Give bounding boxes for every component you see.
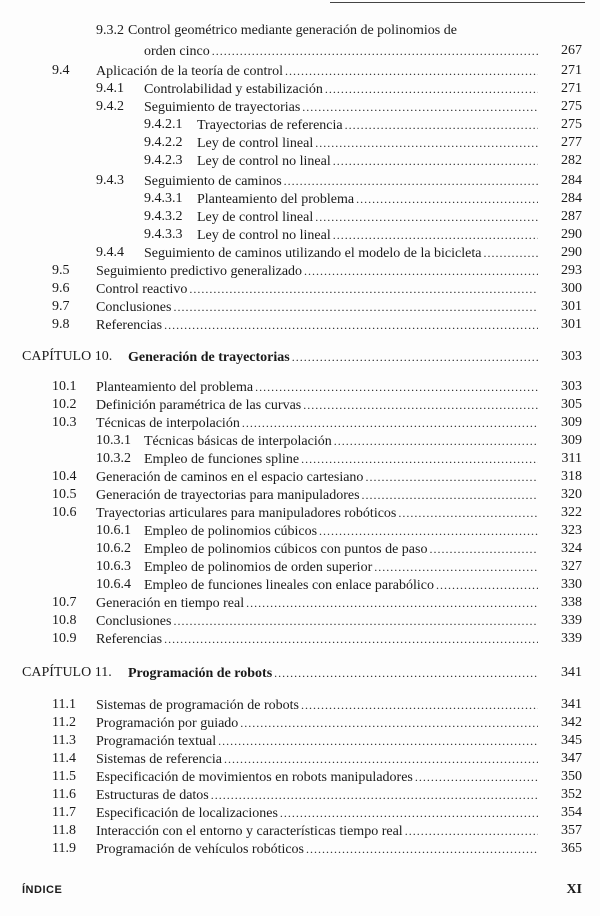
- page-number: 275: [561, 99, 582, 114]
- toc-entry: [0, 468, 600, 486]
- toc-entry: [0, 714, 600, 732]
- section-title: Generación en tiempo real: [96, 596, 245, 611]
- page-number: 301: [561, 299, 582, 314]
- leader-dots: [173, 298, 538, 316]
- section-number: 9.7: [52, 299, 70, 314]
- leader-dots: [365, 468, 538, 486]
- page-number: 303: [561, 349, 582, 364]
- section-title: Seguimiento de caminos utilizando el modelo de la bicicleta: [144, 246, 482, 261]
- toc-entry: [0, 696, 600, 714]
- page-number: 323: [561, 523, 582, 538]
- section-number: 11.8: [52, 823, 76, 838]
- toc-entry: [0, 486, 600, 504]
- leader-dots: [240, 714, 538, 732]
- page-number: 290: [561, 245, 582, 260]
- leader-dots: [345, 116, 538, 134]
- leader-dots: [315, 208, 538, 226]
- toc-entry: [0, 80, 600, 98]
- section-number: 9.8: [52, 317, 70, 332]
- section-title: Ley de control lineal: [197, 210, 314, 225]
- section-number: 10.9: [52, 631, 77, 646]
- page-number: 271: [561, 81, 582, 96]
- leader-dots: [302, 98, 538, 116]
- page-number: 284: [561, 191, 582, 206]
- toc-entry: [0, 768, 600, 786]
- section-title: Seguimiento de caminos: [144, 174, 282, 189]
- leader-dots: [334, 432, 538, 450]
- section-title: Programación textual: [96, 734, 217, 749]
- leader-dots: [212, 42, 538, 60]
- toc-entry: [0, 244, 600, 262]
- section-title: Generación de caminos en el espacio cartesiano: [96, 470, 364, 485]
- section-number: 9.5: [52, 263, 70, 278]
- section-number: 11.2: [52, 715, 76, 730]
- section-number: 9.4: [52, 63, 70, 78]
- section-title: Ley de control lineal: [197, 136, 314, 151]
- section-title: Programación por guiado: [96, 716, 239, 731]
- page-number: 338: [561, 595, 582, 610]
- section-number: 11.4: [52, 751, 76, 766]
- toc-entry: [0, 116, 600, 134]
- leader-dots: [362, 486, 538, 504]
- toc-entry: [0, 298, 600, 316]
- leader-dots: [306, 840, 538, 858]
- leader-dots: [304, 262, 538, 280]
- section-number: 9.4.3.1: [144, 191, 183, 206]
- leader-dots: [315, 134, 538, 152]
- section-title: Sistemas de programación de robots: [96, 698, 299, 713]
- page-number: 339: [561, 613, 582, 628]
- page-number: 277: [561, 135, 582, 150]
- section-title: Empleo de funciones lineales con enlace parabólico: [144, 578, 434, 593]
- section-number: 11.1: [52, 697, 76, 712]
- page-number: 320: [561, 487, 582, 502]
- section-number: 10.3.2: [96, 451, 131, 466]
- toc-entry: [0, 348, 600, 366]
- page-number: 350: [561, 769, 582, 784]
- leader-dots: [211, 786, 538, 804]
- toc-entry: [0, 558, 600, 576]
- toc-entry: [0, 612, 600, 630]
- page-number: 303: [561, 379, 582, 394]
- leader-dots: [356, 190, 538, 208]
- section-title: Empleo de funciones spline: [144, 452, 300, 467]
- page-number: 290: [561, 227, 582, 242]
- leader-dots: [483, 244, 538, 262]
- page-number: 282: [561, 153, 582, 168]
- section-number: 9.6: [52, 281, 70, 296]
- section-number: 10.4: [52, 469, 77, 484]
- leader-dots: [255, 378, 538, 396]
- toc-entry: [0, 504, 600, 522]
- section-title: Programación de vehículos robóticos: [96, 842, 305, 857]
- toc-entry: [0, 432, 600, 450]
- leader-dots: [325, 80, 538, 98]
- page-number: 352: [561, 787, 582, 802]
- section-title: orden cinco: [144, 44, 210, 59]
- section-number: 11.9: [52, 841, 76, 856]
- section-number: 10.6: [52, 505, 77, 520]
- leader-dots: [189, 280, 538, 298]
- section-title: Conclusiones: [96, 300, 172, 315]
- toc-entry: [0, 522, 600, 540]
- page-number: 309: [561, 433, 582, 448]
- page-footer: [22, 880, 582, 900]
- section-number: 9.4.2.2: [144, 135, 183, 150]
- section-title: Control reactivo: [96, 282, 188, 297]
- toc-entry: [0, 664, 600, 682]
- toc-entry: [0, 280, 600, 298]
- section-number: 11.5: [52, 769, 76, 784]
- toc-entry: [0, 226, 600, 244]
- leader-dots: [218, 732, 538, 750]
- leader-dots: [333, 152, 538, 170]
- section-number: 9.4.2: [96, 99, 124, 114]
- page-number: 305: [561, 397, 582, 412]
- toc-entry: [0, 152, 600, 170]
- section-title: Especificación de localizaciones: [96, 806, 278, 821]
- toc-entry: [0, 786, 600, 804]
- section-title: Trayectorias de referencia: [197, 118, 343, 133]
- section-title: Planteamiento del problema: [197, 192, 355, 207]
- page-number: 324: [561, 541, 582, 556]
- toc-entry: [0, 540, 600, 558]
- page-number: 300: [561, 281, 582, 296]
- section-number: 10.8: [52, 613, 77, 628]
- leader-dots: [173, 612, 538, 630]
- section-title: Ley de control no lineal: [197, 154, 331, 169]
- section-number: 10.3: [52, 415, 77, 430]
- toc-entry: [0, 630, 600, 648]
- section-title: Referencias: [96, 318, 163, 333]
- section-title: Controlabilidad y estabilización: [144, 82, 323, 97]
- toc-entry: [0, 822, 600, 840]
- page-number: 293: [561, 263, 582, 278]
- section-title: Trayectorias articulares para manipuladores robóticos: [96, 506, 397, 521]
- page-number: 311: [561, 451, 582, 466]
- section-title: Ley de control no lineal: [197, 228, 331, 243]
- leader-dots: [429, 540, 538, 558]
- page-number: 318: [561, 469, 582, 484]
- page-number: 284: [561, 173, 582, 188]
- page-number: 267: [561, 43, 582, 58]
- section-title: Programación de robots: [128, 666, 273, 681]
- section-title: Empleo de polinomios cúbicos con puntos de paso: [144, 542, 428, 557]
- toc-entry: [0, 378, 600, 396]
- toc-entry: [0, 208, 600, 226]
- toc-entry: [0, 172, 600, 190]
- leader-dots: [319, 522, 538, 540]
- section-number: 9.4.1: [96, 81, 124, 96]
- section-number: 10.6.1: [96, 523, 131, 538]
- section-title: Aplicación de la teoría de control: [96, 64, 283, 79]
- toc-entry: [0, 190, 600, 208]
- leader-dots: [436, 576, 538, 594]
- page-number: 275: [561, 117, 582, 132]
- section-number: 11.3: [52, 733, 76, 748]
- section-number: 10.6.3: [96, 559, 131, 574]
- section-number: 10.5: [52, 487, 77, 502]
- section-number: 9.4.4: [96, 245, 124, 260]
- page-number: 287: [561, 209, 582, 224]
- toc-entry: [0, 98, 600, 116]
- toc-entry: [0, 414, 600, 432]
- toc-entry: [0, 576, 600, 594]
- page-number: 341: [561, 665, 582, 680]
- footer-label: ÍNDICE: [22, 884, 63, 896]
- section-number: 9.4.2.3: [144, 153, 183, 168]
- section-title: Sistemas de referencia: [96, 752, 222, 767]
- leader-dots: [274, 664, 538, 682]
- leader-dots: [303, 396, 538, 414]
- section-number: 11.7: [52, 805, 76, 820]
- footer-page-number: XI: [566, 882, 582, 897]
- section-number: 10.6.2: [96, 541, 131, 556]
- page-number: 322: [561, 505, 582, 520]
- page-number: 330: [561, 577, 582, 592]
- leader-dots: [333, 226, 538, 244]
- section-title: Planteamiento del problema: [96, 380, 254, 395]
- leader-dots: [398, 504, 538, 522]
- toc-entry: [0, 594, 600, 612]
- section-title: Especificación de movimientos en robots manipuladores: [96, 770, 413, 785]
- section-number: 9.4.3.3: [144, 227, 183, 242]
- page-number: 354: [561, 805, 582, 820]
- section-title: Seguimiento predictivo generalizado: [96, 264, 303, 279]
- section-number: 10.7: [52, 595, 77, 610]
- toc-entry: [0, 316, 600, 334]
- page-number: 309: [561, 415, 582, 430]
- chapter-label: CAPÍTULO 10.: [22, 349, 113, 364]
- section-number: 10.6.4: [96, 577, 131, 592]
- page-number: 342: [561, 715, 582, 730]
- leader-dots: [405, 822, 538, 840]
- leader-dots: [242, 414, 538, 432]
- section-title: Control geométrico mediante generación de polinomios de: [128, 23, 457, 38]
- section-title: Seguimiento de trayectorias: [144, 100, 301, 115]
- toc-entry: [0, 62, 600, 80]
- toc-entry: [0, 732, 600, 750]
- toc-entry: [0, 262, 600, 280]
- page-number: 301: [561, 317, 582, 332]
- toc-entry: [0, 804, 600, 822]
- leader-dots: [280, 804, 538, 822]
- leader-dots: [284, 172, 538, 190]
- leader-dots: [301, 696, 538, 714]
- section-number: 10.1: [52, 379, 77, 394]
- section-title: Empleo de polinomios de orden superior: [144, 560, 373, 575]
- leader-dots: [164, 316, 538, 334]
- leader-dots: [224, 750, 538, 768]
- section-number: 10.3.1: [96, 433, 131, 448]
- page-number: 357: [561, 823, 582, 838]
- section-title: Técnicas de interpolación: [96, 416, 240, 431]
- section-title: Interacción con el entorno y características tiempo real: [96, 824, 403, 839]
- toc-entry: [0, 22, 600, 40]
- leader-dots: [374, 558, 538, 576]
- page-number: 345: [561, 733, 582, 748]
- toc-entry: [0, 134, 600, 152]
- section-title: Definición paramétrica de las curvas: [96, 398, 302, 413]
- section-title: Referencias: [96, 632, 163, 647]
- page-number: 327: [561, 559, 582, 574]
- section-number: 9.3.2: [96, 23, 124, 38]
- toc-entry: [0, 42, 600, 60]
- top-rule: [330, 2, 585, 3]
- page-number: 347: [561, 751, 582, 766]
- section-number: 9.4.2.1: [144, 117, 183, 132]
- section-number: 9.4.3.2: [144, 209, 183, 224]
- section-title: Empleo de polinomios cúbicos: [144, 524, 318, 539]
- section-number: 11.6: [52, 787, 76, 802]
- section-title: Conclusiones: [96, 614, 172, 629]
- page-number: 339: [561, 631, 582, 646]
- page-number: 271: [561, 63, 582, 78]
- section-title: Estructuras de datos: [96, 788, 209, 803]
- toc-entry: [0, 450, 600, 468]
- leader-dots: [292, 348, 538, 366]
- section-title: Generación de trayectorias para manipuladores: [96, 488, 360, 503]
- leader-dots: [164, 630, 538, 648]
- section-number: 10.2: [52, 397, 77, 412]
- toc-entry: [0, 396, 600, 414]
- leader-dots: [301, 450, 538, 468]
- toc-entry: [0, 840, 600, 858]
- page-number: 365: [561, 841, 582, 856]
- leader-dots: [285, 62, 538, 80]
- page-number: 341: [561, 697, 582, 712]
- section-title: Técnicas básicas de interpolación: [144, 434, 332, 449]
- chapter-label: CAPÍTULO 11.: [22, 665, 112, 680]
- leader-dots: [415, 768, 538, 786]
- section-number: 9.4.3: [96, 173, 124, 188]
- toc-entry: [0, 750, 600, 768]
- section-title: Generación de trayectorias: [128, 350, 290, 365]
- leader-dots: [246, 594, 538, 612]
